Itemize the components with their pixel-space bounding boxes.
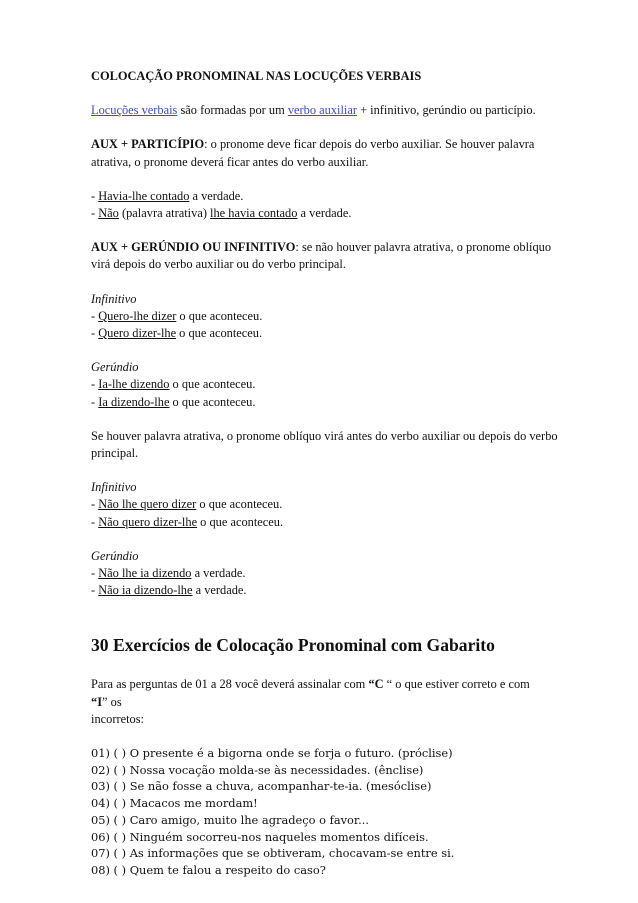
instructions-line: incorretos: [91,711,144,726]
block-heading: Infinitivo [91,291,137,306]
exercise-item: 06) ( ) Ninguém socorreu-nos naqueles momentos difíceis. [91,829,429,844]
block-heading: Infinitivo [91,480,137,495]
example-line: - Ia-lhe dizendo o que aconteceu. [91,377,256,392]
example-line: - Quero-lhe dizer o que aconteceu. [91,308,263,323]
example-line: - Havia-lhe contado a verdade. [91,188,244,203]
example-line: - Não ia dizendo-lhe a verdade. [91,583,247,598]
exercise-item: 04) ( ) Macacos me mordam! [91,796,258,811]
attractive-word-note: Se houver palavra atrativa, o pronome oblíquo virá antes do verbo auxiliar ou depois do verbo principal. [91,428,558,461]
exercise-item: 03) ( ) Se não fosse a chuva, acompanhar-te-ia. (mesóclise) [91,779,432,794]
block-heading: Gerúndio [91,360,139,375]
section-title: COLOCAÇÃO PRONOMINAL NAS LOCUÇÕES VERBAIS [91,69,422,83]
gerundio-infinitivo-rule: AUX + GERÚNDIO OU INFINITIVO: se não houver palavra atrativa, o pronome oblíquo virá depois do verbo auxiliar ou do verbo principal. [91,240,552,272]
instructions-line: “I” os [91,694,122,709]
instructions-line: Para as perguntas de 01 a 28 você deverá assinalar com “C “ o que estiver correto e com [91,677,530,692]
example-line: - Não quero dizer-lhe o que aconteceu. [91,514,284,529]
participio-rule: AUX + PARTICÍPIO: o pronome deve ficar depois do verbo auxiliar. Se houver palavra atrativa, o pronome deverá ficar antes do verbo auxiliar. [91,137,535,169]
exercise-item: 07) ( ) As informações que se obtiveram, chocavam-se entre si. [91,846,455,861]
exercise-item: 02) ( ) Nossa vocação molda-se às necessidades. (ênclise) [91,762,424,777]
exercise-item: 08) ( ) Quem te falou a respeito do caso? [91,863,326,877]
link-locucoes-verbais[interactable]: Locuções verbais [91,103,178,118]
document-page [91,68,561,879]
link-verbo-auxiliar[interactable]: verbo auxiliar [287,103,357,118]
example-line: - Não lhe ia dizendo a verdade. [91,566,246,581]
example-line: - Não (palavra atrativa) lhe havia contado a verdade. [91,206,352,221]
exercises-title: 30 Exercícios de Colocação Pronominal com Gabarito [91,635,495,656]
block-heading: Gerúndio [91,548,139,563]
exercise-item: 05) ( ) Caro amigo, muito lhe agradeço o favor... [91,812,369,827]
exercise-item: 01) ( ) O presente é a bigorna onde se forja o futuro. (próclise) [91,746,453,761]
example-line: - Quero dizer-lhe o que aconteceu. [91,326,263,341]
intro-paragraph: Locuções verbais são formadas por um verbo auxiliar + infinitivo, gerúndio ou particípio. [91,103,536,118]
example-line: - Não lhe quero dizer o que aconteceu. [91,497,283,512]
exercise-list [91,745,561,879]
example-line: - Ia dizendo-lhe o que aconteceu. [91,394,256,409]
